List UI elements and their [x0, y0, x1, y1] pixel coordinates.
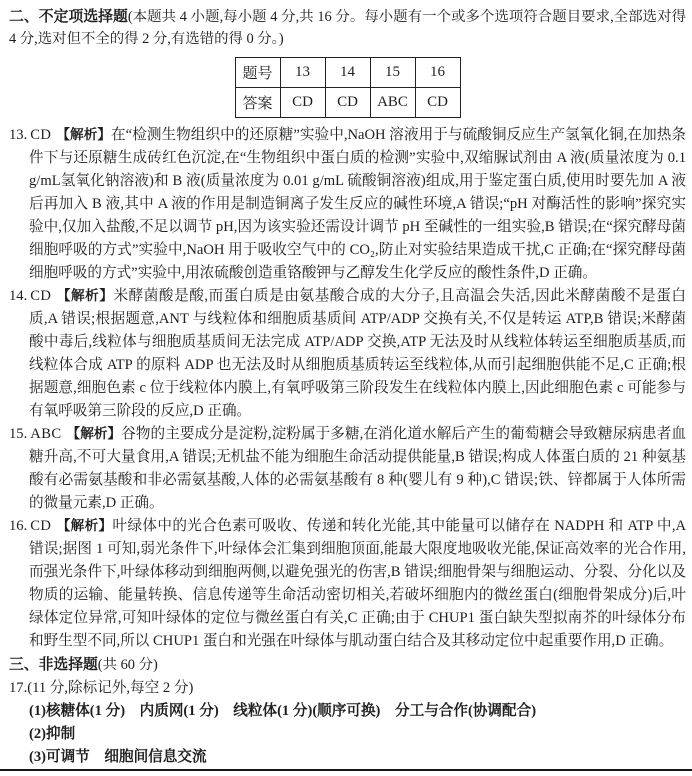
section3-description: (共 60 分) [97, 657, 158, 673]
question-number: 14. [9, 288, 28, 304]
analysis-label: 【解析】 [56, 127, 111, 143]
question17-answer-line-3: (3)可调节 细胞间信息交流 [29, 749, 207, 765]
table-cell-header: 题号 [235, 58, 280, 88]
section2-description: (本题共 4 小题,每小题 4 分,共 16 分。每小题有一个或多个选项符合题目要求,全部选对得 4 分,选对但不全的得 2 分,有选错的得 0 分。) [9, 9, 686, 47]
table-cell-answer: CD [415, 88, 460, 118]
explanation-item-14 [9, 285, 686, 423]
answer-code: CD [30, 127, 52, 143]
section2-title: 二、不定项选择题 [9, 8, 128, 25]
section3-title: 三、非选择题 [9, 656, 98, 673]
answer-key-table [235, 57, 461, 118]
analysis-label: 【解析】 [66, 426, 122, 442]
table-cell-header: 答案 [235, 88, 280, 118]
table-row-question-numbers [235, 58, 460, 88]
explanation-item-16 [9, 515, 686, 653]
table-cell-question-number: 15 [370, 58, 415, 88]
question17-answer-line-1: (1)核糖体(1 分) 内质网(1 分) 线粒体(1 分)(顺序可换) 分工与合作(协调配合) [29, 703, 537, 719]
question-number: 15. [9, 426, 28, 442]
table-cell-question-number: 14 [325, 58, 370, 88]
analysis-text: 米酵菌酸是酸,而蛋白质是由氨基酸合成的大分子,且高温会失活,因此米酵菌酸不是蛋白质,A 错误;根据题意,ANT 与线粒体和细胞质基质间 ATP/ADP 交换有关,不仅是转运 ATP,B 错误;米酵菌酸中毒后,线粒体与细胞质基质间无法完成 ATP/ADP 交换,ATP 无法及时从线粒体转运至细胞质基质,而线粒体合成 ATP 的原料 ADP 也无法及时从细胞质基质转运至线粒体,从而引起细胞供能不足,C 正确;根据题意,细胞色素 c 位于线粒体内膜上,有氧呼吸第三阶段发生在线粒体内膜上,因此细胞色素 c 可能参与有氧呼吸第三阶段的反应,D 正确。 [29, 288, 687, 419]
question-number: 16. [9, 518, 28, 534]
section2-heading [9, 6, 686, 50]
answer-code: ABC [30, 426, 62, 442]
question17-heading: 17.(11 分,除标记外,每空 2 分) [9, 680, 194, 696]
question17-answer-line-2: (2)抑制 [29, 726, 76, 742]
table-cell-question-number: 13 [280, 58, 325, 88]
answer-code: CD [30, 288, 52, 304]
table-cell-answer: CD [325, 88, 370, 118]
table-cell-question-number: 16 [415, 58, 460, 88]
analysis-label: 【解析】 [56, 518, 113, 534]
answer-code: CD [30, 518, 52, 534]
section3-heading [9, 653, 686, 677]
explanation-item-13 [9, 124, 686, 285]
explanation-item-15 [9, 423, 686, 515]
analysis-text: 谷物的主要成分是淀粉,淀粉属于多糖,在消化道水解后产生的葡萄糖会导致糖尿病患者血糖升高,不可大量食用,A 错误;无机盐不能为细胞生命活动提供能量,B 错误;构成人体蛋白质的 21 种氨基酸有必需氨基酸和非必需氨基酸,人体的必需氨基酸有 8 种(婴儿有 9 种),C 错误;铁、锌都属于人体所需的微量元素,D 正确。 [29, 426, 686, 511]
analysis-label: 【解析】 [56, 288, 114, 304]
analysis-text: 叶绿体中的光合色素可吸收、传递和转化光能,其中能量可以储存在 NADPH 和 ATP 中,A 错误;据图 1 可知,弱光条件下,叶绿体会汇集到细胞顶面,能最大限度地吸收光能,保证高效率的光合作用,而强光条件下,叶绿体移动到细胞两侧,以避免强光的伤害,B 错误;细胞骨架与细胞运动、分裂、分化以及物质的运输、能量转换、信息传递等生命活动密切相关,若破坏细胞内的微丝蛋白(细胞骨架成分)后,叶绿体定位异常,可知叶绿体的定位与微丝蛋白有关,C 正确;由于 CHUP1 蛋白缺失型拟南芥的叶绿体分布和野生型不同,所以 CHUP1 蛋白和光强在叶绿体与肌动蛋白结合及其移动定位中起重要作用,D 正确。 [29, 518, 687, 649]
table-cell-answer: ABC [370, 88, 415, 118]
question-number: 13. [9, 127, 28, 143]
table-row-answers [235, 88, 460, 118]
table-cell-answer: CD [280, 88, 325, 118]
analysis-text: 在“检测生物组织中的还原糖”实验中,NaOH 溶液用于与硫酸铜反应生产氢氧化铜,在加热条件下与还原糖生成砖红色沉淀,在“生物组织中蛋白质的检测”实验中,双缩脲试剂由 A 液(质量浓度为 0.1 g/mL氢氧化钠溶液)和 B 液(质量浓度为 0.01 g/mL 硫酸铜溶液)组成,用于鉴定蛋白质,使用时要先加 A 液后再加入 B 液,其中 A 液的作用是制造铜离子发生反应的碱性环境,A 错误;“pH 对酶活性的影响”探究实验中,仅加入盐酸,不足以调节 pH,因为该实验还需设计调节 pH 至碱性的一组实验,B 错误;在“探究酵母菌细胞呼吸的方式”实验中,NaOH 用于吸收空气中的 CO₂,防止对实验结果造成干扰,C 正确;在“探究酵母菌细胞呼吸的方式”实验中,用浓硫酸创造重铬酸钾与乙醇发生化学反应的酸性条件,D 正确。 [29, 127, 687, 281]
page-bottom-rule [0, 769, 692, 771]
